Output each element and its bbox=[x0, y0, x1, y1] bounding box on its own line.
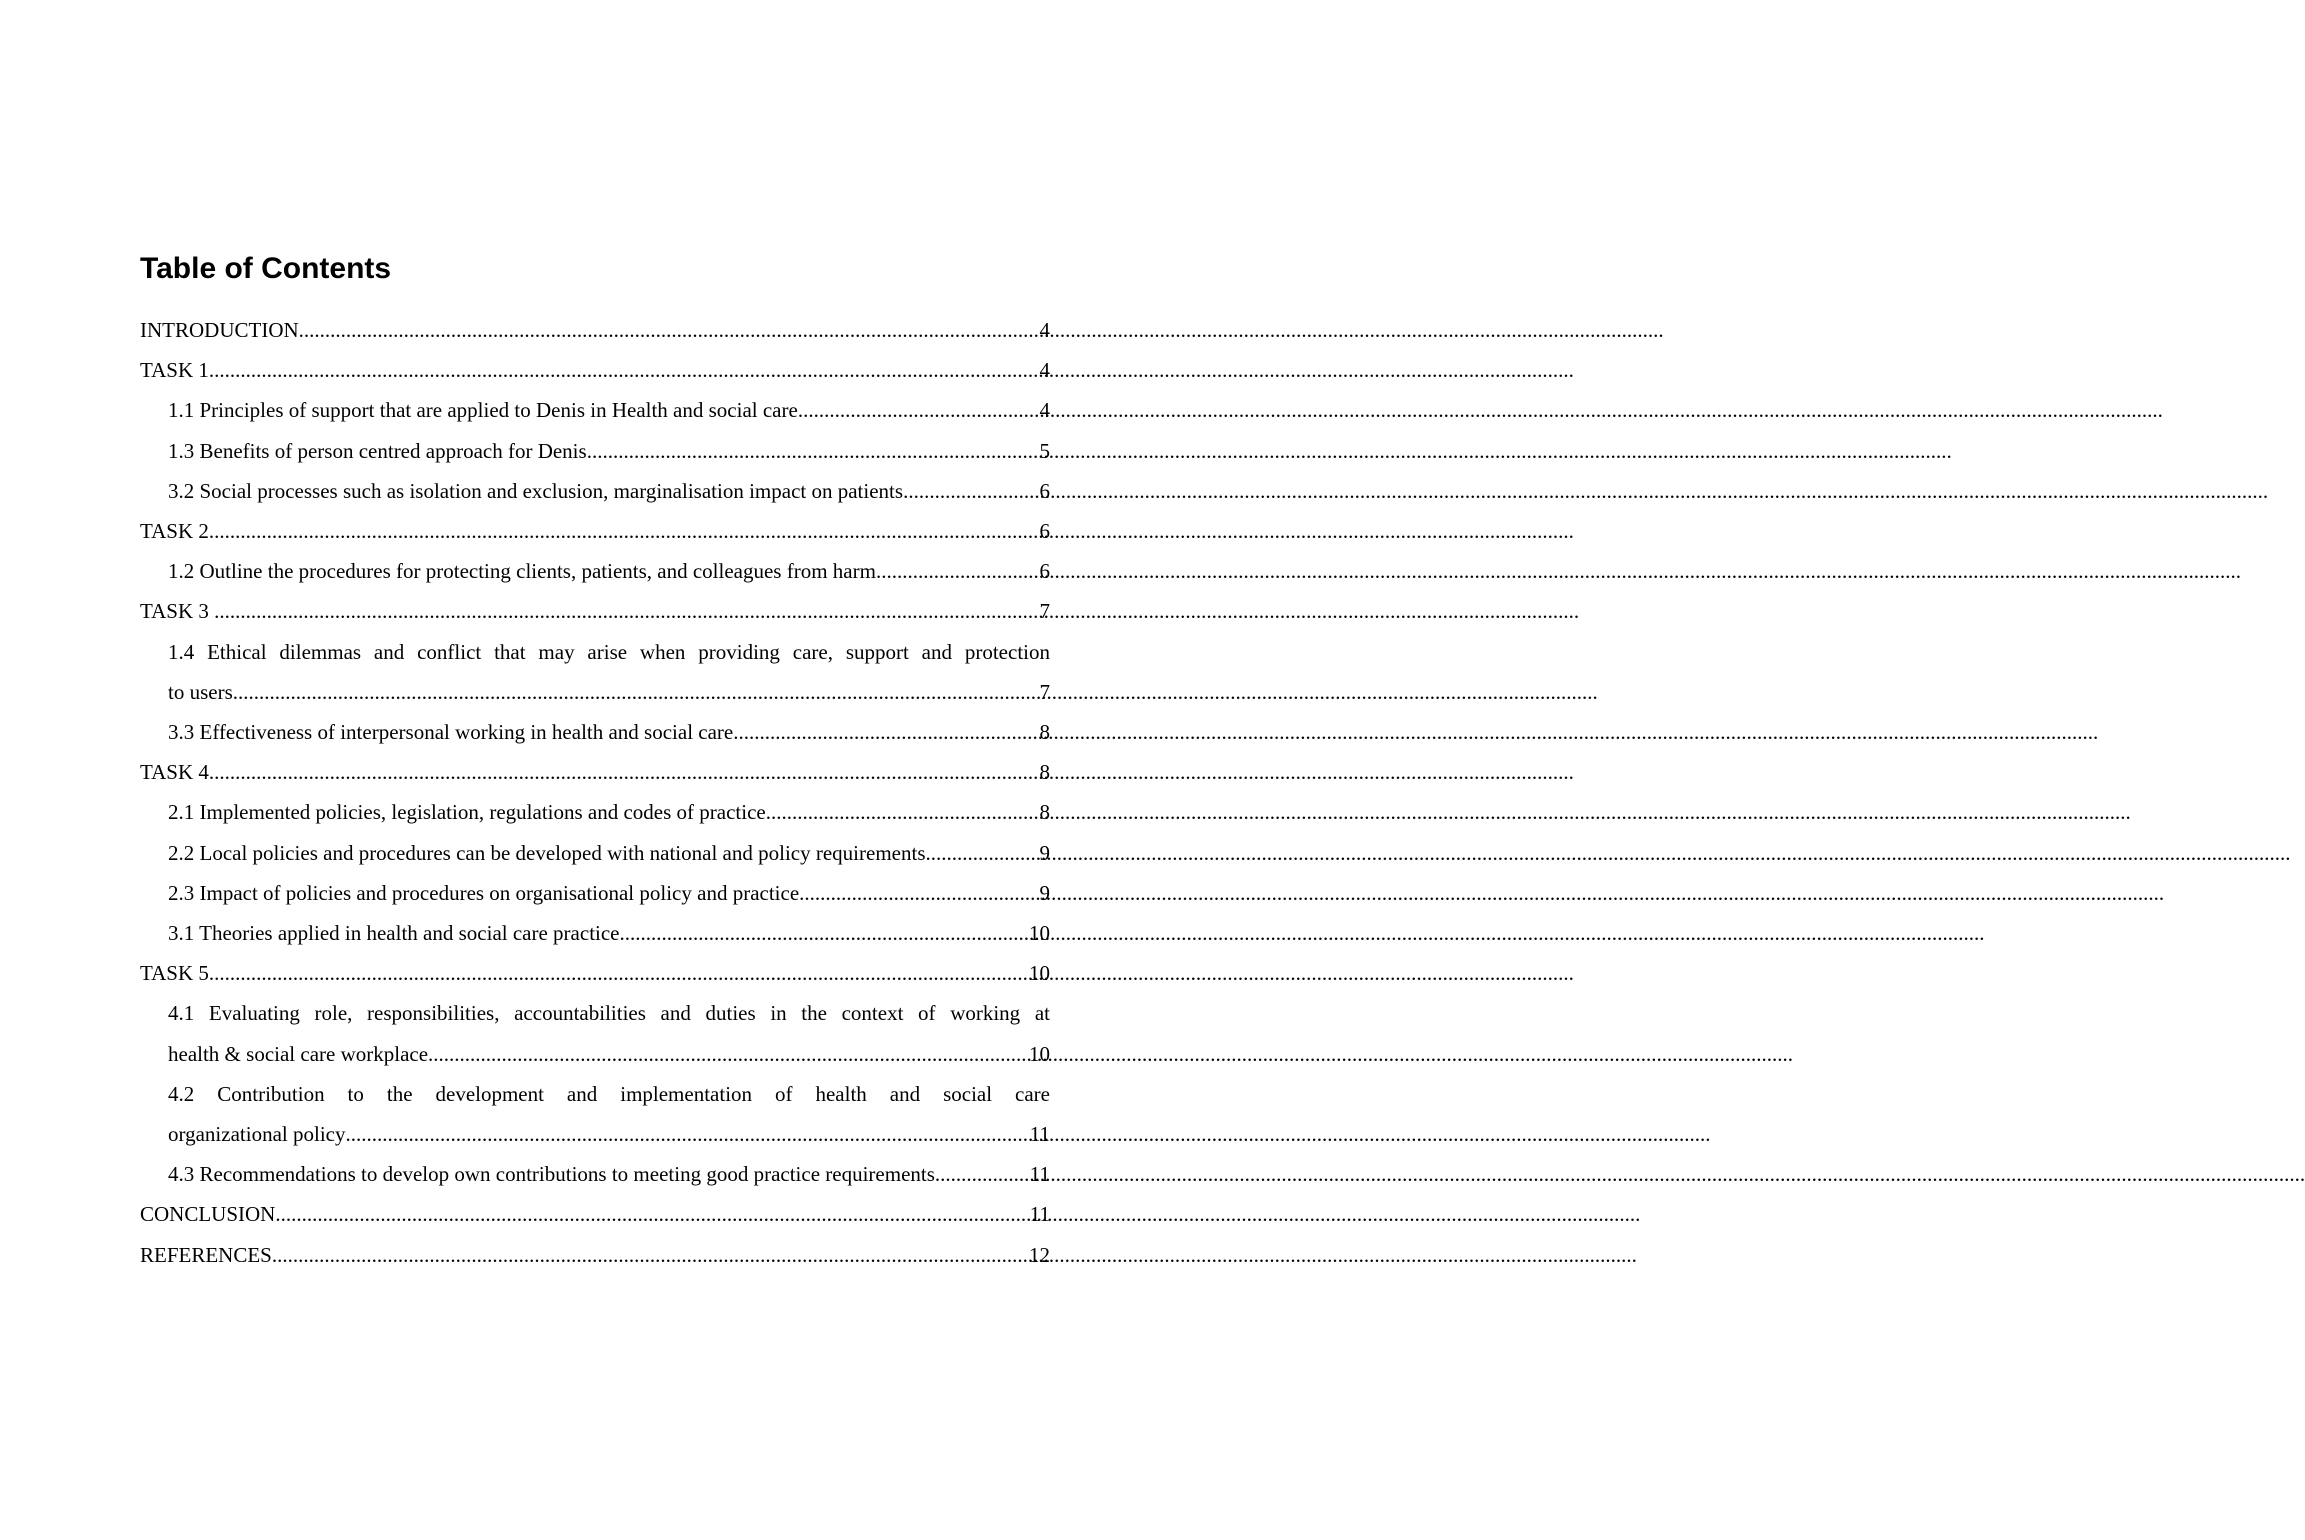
dot-leader bbox=[876, 551, 1040, 591]
toc-entry-text: 2.1 Implemented policies, legislation, regulations and codes of practice bbox=[168, 800, 766, 825]
dot-leader bbox=[940, 1154, 1030, 1194]
toc-entry-task-5[interactable] bbox=[140, 953, 1050, 993]
toc-entry-page: 6 bbox=[1039, 519, 1050, 544]
toc-entry-text: REFERENCES bbox=[140, 1242, 272, 1267]
toc-entry-text: 3.2 Social processes such as isolation and exclusion, marginalisation impact on patients bbox=[168, 478, 904, 503]
toc-entry-text: INTRODUCTION bbox=[140, 318, 299, 342]
toc-entry-3-2[interactable] bbox=[140, 471, 1050, 511]
toc-entry-2-1[interactable] bbox=[140, 792, 1050, 832]
dot-leader bbox=[275, 1194, 1029, 1234]
toc-entry-text: TASK 5 bbox=[140, 961, 209, 986]
toc-entry-3-3[interactable] bbox=[140, 712, 1050, 752]
dot-leader bbox=[903, 471, 1039, 511]
toc-entry-2-3[interactable] bbox=[140, 873, 1050, 913]
toc-entry-text: TASK 3 bbox=[140, 599, 215, 624]
toc-entry-page: 11 bbox=[1029, 1202, 1050, 1227]
dot-leader bbox=[620, 913, 1030, 953]
toc-entry-text: TASK 4 bbox=[140, 760, 209, 785]
toc-entry-page: 4 bbox=[1039, 358, 1050, 383]
toc-entry-2-2[interactable] bbox=[140, 833, 1050, 873]
toc-entry-text: health & social care workplace bbox=[168, 1041, 429, 1066]
toc-entry-page: 8 bbox=[1039, 720, 1050, 745]
dot-leader bbox=[272, 1235, 1029, 1275]
toc-entry-1-2[interactable] bbox=[140, 551, 1050, 591]
toc-entry-text: 1.2 Outline the procedures for protecting clients, patients, and colleagues from harm bbox=[168, 559, 876, 584]
toc-entry-text: CONCLUSION bbox=[140, 1202, 276, 1227]
dot-leader bbox=[299, 310, 1040, 350]
toc-entry-page: 10 bbox=[1029, 921, 1050, 946]
toc-entry-text: 1.1 Principles of support that are applied to Denis in Health and social care bbox=[168, 398, 798, 423]
toc-entry-page: 10 bbox=[1029, 961, 1050, 986]
dot-leader bbox=[209, 350, 1040, 390]
toc-entry-page: 8 bbox=[1039, 800, 1050, 825]
dot-leader bbox=[209, 511, 1040, 551]
dot-leader bbox=[798, 390, 1040, 430]
toc-entry-task-4[interactable] bbox=[140, 752, 1050, 792]
toc-entry-text: TASK 2 bbox=[140, 519, 209, 544]
toc-entry-page: 7 bbox=[1039, 679, 1050, 704]
toc-entry-page: 8 bbox=[1039, 760, 1050, 785]
toc-entry-page: 4 bbox=[1039, 318, 1050, 342]
toc-entry-text: 2.2 Local policies and procedures can be developed with national and policy requirements bbox=[168, 840, 926, 865]
toc-entry-4-3[interactable] bbox=[140, 1154, 1050, 1194]
toc-entry-page: 7 bbox=[1039, 599, 1050, 624]
dot-leader bbox=[209, 752, 1040, 792]
toc-entry-page: 6 bbox=[1039, 478, 1050, 503]
toc-entry-page: 10 bbox=[1029, 1041, 1050, 1066]
toc-entry-page: 12 bbox=[1029, 1242, 1050, 1267]
dot-leader bbox=[799, 873, 1039, 913]
toc-entry-introduction[interactable] bbox=[140, 310, 1050, 350]
toc-entry-task-2[interactable] bbox=[140, 511, 1050, 551]
toc-entry-text: to users bbox=[168, 679, 233, 704]
toc-entry-task-3[interactable] bbox=[140, 591, 1050, 631]
dot-leader bbox=[587, 431, 1040, 471]
toc-entry-3-1[interactable] bbox=[140, 913, 1050, 953]
toc-entry-text-line1: 4.1 Evaluating role, responsibilities, accountabilities and duties in the context of working at bbox=[168, 1001, 1050, 1026]
toc-entry-text-line1: 1.4 Ethical dilemmas and conflict that may arise when providing care, support and protection bbox=[168, 639, 1050, 664]
toc-entry-conclusion[interactable] bbox=[140, 1194, 1050, 1234]
toc-entry-page: 6 bbox=[1039, 559, 1050, 584]
toc-entry-page: 11 bbox=[1029, 1122, 1050, 1147]
toc-entry-text: 4.3 Recommendations to develop own contributions to meeting good practice requirements. bbox=[168, 1162, 941, 1187]
toc-entry-text: organizational policy bbox=[168, 1122, 346, 1147]
toc-entry-page: 5 bbox=[1039, 438, 1050, 463]
toc-entry-references[interactable] bbox=[140, 1235, 1050, 1275]
dot-leader bbox=[428, 1034, 1029, 1074]
dot-leader bbox=[233, 672, 1040, 712]
toc-entry-page: 9 bbox=[1039, 880, 1050, 905]
toc-list bbox=[140, 310, 1050, 1275]
dot-leader bbox=[209, 953, 1029, 993]
dot-leader bbox=[766, 792, 1040, 832]
toc-entry-text: 2.3 Impact of policies and procedures on organisational policy and practice bbox=[168, 880, 800, 905]
dot-leader bbox=[345, 1114, 1029, 1154]
toc-title: Table of Contents bbox=[140, 252, 392, 285]
dot-leader bbox=[214, 591, 1039, 631]
toc-entry-text-line1: 4.2 Contribution to the development and implementation of health and social care bbox=[168, 1081, 1050, 1106]
toc-entry-text: 1.3 Benefits of person centred approach for Denis bbox=[168, 438, 587, 463]
toc-entry-1-1[interactable] bbox=[140, 390, 1050, 430]
toc-entry-4-1[interactable] bbox=[140, 993, 1050, 1073]
toc-entry-page: 9 bbox=[1039, 840, 1050, 865]
dot-leader bbox=[926, 833, 1040, 873]
toc-entry-text: 3.1 Theories applied in health and social care practice bbox=[168, 921, 620, 946]
toc-entry-text: 3.3 Effectiveness of interpersonal working in health and social care bbox=[168, 720, 734, 745]
toc-entry-page: 4 bbox=[1039, 398, 1050, 423]
toc-entry-text: TASK 1 bbox=[140, 358, 209, 383]
toc-entry-4-2[interactable] bbox=[140, 1074, 1050, 1154]
dot-leader bbox=[733, 712, 1039, 752]
toc-entry-1-3[interactable] bbox=[140, 431, 1050, 471]
toc-entry-1-4[interactable] bbox=[140, 632, 1050, 712]
toc-entry-task-1[interactable] bbox=[140, 350, 1050, 390]
toc-entry-page: 11 bbox=[1029, 1162, 1050, 1187]
